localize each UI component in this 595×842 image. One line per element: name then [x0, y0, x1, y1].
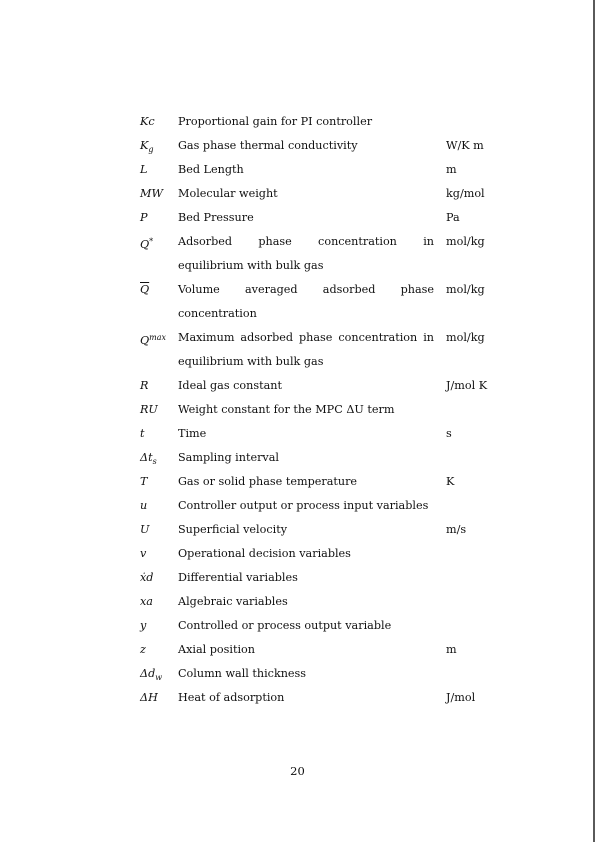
unit: mol/kg	[446, 235, 485, 248]
symbol: RU	[140, 403, 158, 416]
page-number: 20	[290, 764, 305, 778]
symbol: P	[140, 211, 148, 224]
description: Controller output or process input variables	[178, 499, 429, 512]
nomenclature-row	[0, 422, 595, 446]
unit: J/mol K	[446, 379, 488, 392]
description: Maximum adsorbed phase concentration in equilibrium with bulk gas	[178, 331, 434, 368]
description: Proportional gain for PI controller	[178, 115, 373, 128]
symbol: y	[140, 619, 147, 632]
description: Controlled or process output variable	[178, 619, 392, 632]
description: Operational decision variables	[178, 547, 351, 560]
symbol: $\overline{Q}$	[140, 283, 150, 296]
nomenclature-row	[0, 230, 595, 278]
symbol: u	[140, 499, 148, 512]
symbol: T	[140, 475, 148, 488]
symbol: z	[140, 643, 146, 656]
nomenclature-row	[0, 542, 595, 566]
unit: s	[446, 427, 452, 440]
nomenclature-row	[0, 206, 595, 230]
description: Volume averaged adsorbed phase concentration	[178, 283, 434, 320]
nomenclature-row	[0, 590, 595, 614]
symbol: $\Delta d_w$	[140, 667, 163, 682]
symbol: Q*	[140, 237, 154, 251]
nomenclature-row	[0, 326, 595, 374]
nomenclature-row	[0, 614, 595, 638]
description: Axial position	[178, 643, 256, 656]
symbol: xa	[140, 595, 153, 608]
nomenclature-row	[0, 662, 595, 686]
symbol: v	[140, 547, 147, 560]
nomenclature-row	[0, 446, 595, 470]
description: Bed Length	[178, 163, 244, 176]
symbol: ΔH	[140, 691, 158, 704]
symbol: L	[140, 163, 148, 176]
nomenclature-list	[0, 110, 595, 710]
description: Heat of adsorption	[178, 691, 285, 704]
nomenclature-row	[0, 494, 595, 518]
nomenclature-row	[0, 638, 595, 662]
nomenclature-row	[0, 182, 595, 206]
nomenclature-row	[0, 566, 595, 590]
description: Gas phase thermal conductivity	[178, 139, 358, 152]
nomenclature-row	[0, 110, 595, 134]
symbol: Kc	[140, 115, 155, 128]
unit: m/s	[446, 523, 467, 536]
description: Bed Pressure	[178, 211, 254, 224]
unit: W/K m	[446, 139, 484, 152]
symbol: ẋd	[140, 571, 154, 584]
description: Time	[178, 427, 207, 440]
description: Molecular weight	[178, 187, 278, 200]
symbol: $\Delta t_s$	[140, 451, 157, 466]
nomenclature-row	[0, 518, 595, 542]
symbol: t	[140, 427, 145, 440]
unit: m	[446, 643, 457, 656]
unit: J/mol	[446, 691, 476, 704]
description: Superficial velocity	[178, 523, 288, 536]
description: Sampling interval	[178, 451, 279, 464]
description: Adsorbed phase concentration in equilibrium with bulk gas	[178, 235, 434, 272]
description: Differential variables	[178, 571, 298, 584]
description: Gas or solid phase temperature	[178, 475, 358, 488]
unit: m	[446, 163, 457, 176]
symbol: $K_g$	[140, 139, 154, 154]
symbol: MW	[140, 187, 163, 200]
unit: mol/kg	[446, 283, 485, 296]
description: Ideal gas constant	[178, 379, 282, 392]
description: Algebraic variables	[178, 595, 288, 608]
unit: kg/mol	[446, 187, 485, 200]
unit: Pa	[446, 211, 460, 224]
nomenclature-row	[0, 374, 595, 398]
description: Weight constant for the MPC ΔU term	[178, 403, 395, 416]
nomenclature-row	[0, 278, 595, 326]
symbol: $Q^{max}$	[140, 333, 167, 347]
nomenclature-row	[0, 398, 595, 422]
unit: K	[446, 475, 455, 488]
nomenclature-row	[0, 158, 595, 182]
symbol: U	[140, 523, 150, 536]
description: Column wall thickness	[178, 667, 307, 680]
nomenclature-row	[0, 134, 595, 158]
nomenclature-row	[0, 470, 595, 494]
unit: mol/kg	[446, 331, 485, 344]
symbol: R	[140, 379, 149, 392]
nomenclature-row	[0, 686, 595, 710]
